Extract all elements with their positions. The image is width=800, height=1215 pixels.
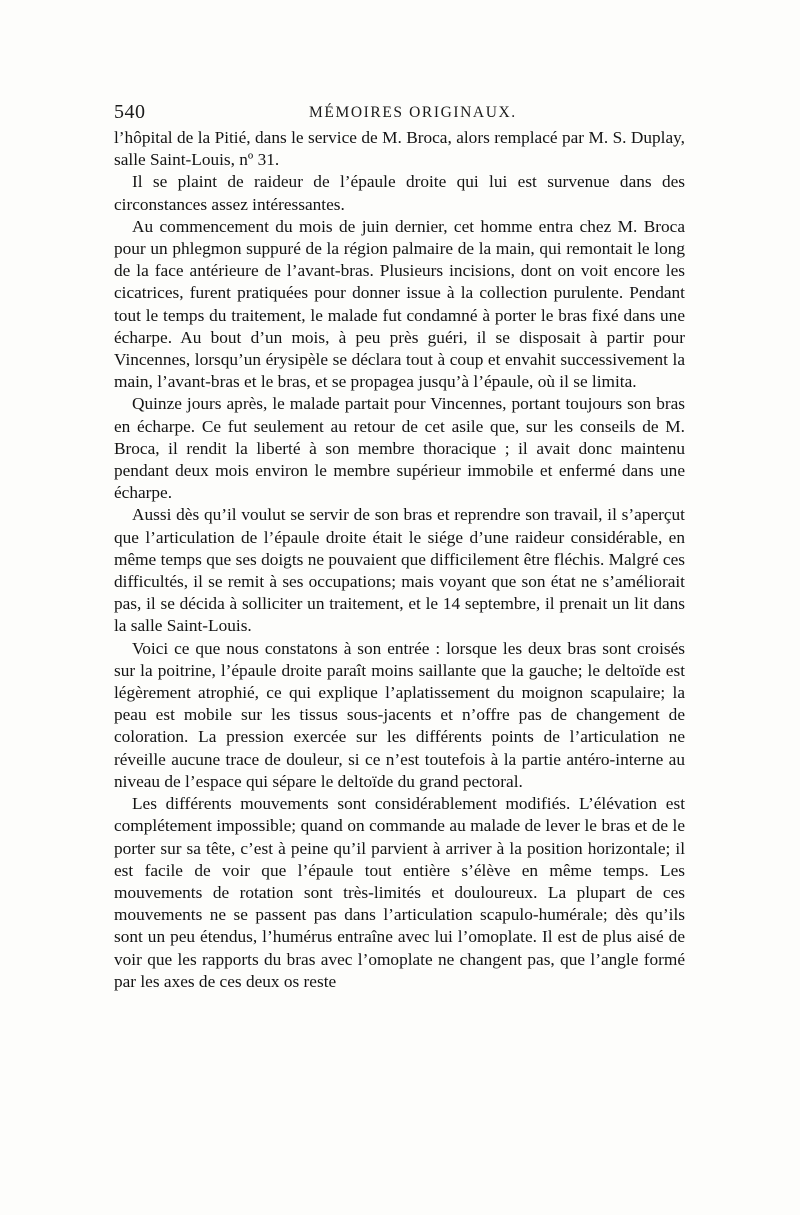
paragraph-movements: Les différents mouvements sont considérablement modifiés. L’élévation est complétement impossible; quand on commande au malade de lever le bras et de le porter sur sa tête, c’est à peine qu’il parvient à arriver à la position horizontale; il est facile de voir que l’épaule tout entière s’élève en même temps. Les mouvements de rotation sont très-limités et douloureux. La plupart de ces mouvements ne se passent pas dans l’articulation scapulo-humérale; dès qu’ils sont un peu étendus, l’humérus entraîne avec lui l’omoplate. Il est de plus aisé de voir que les rapports du bras avec l’omoplate ne changent pas, que l’angle formé par les axes de ces deux os reste [114, 794, 685, 991]
running-title: MÉMOIRES ORIGINAUX. [309, 104, 517, 121]
paragraph-vincennes: Quinze jours après, le malade partait pour Vincennes, portant toujours son bras en écharpe. Ce fut seulement au retour de cet asile que, sur les conseils de M. Broca, il rendit la liberté à son membre thoracique ; il avait donc maintenu pendant deux mois environ le membre supérieur immobile et enfermé dans une écharpe. [114, 394, 685, 503]
body-text [114, 127, 685, 993]
paragraph-history: Au commencement du mois de juin dernier, cet homme entra chez M. Broca pour un phlegmon suppuré de la région palmaire de la main, qui remontait le long de la face antérieure de l’avant-bras. Plusieurs incisions, dont on voit encore les cicatrices, furent pratiquées pour donner issue à la collection purulente. Pendant tout le temps du traitement, le malade fut condamné à porter le bras fixé dans une écharpe. Au bout d’un mois, à peu près guéri, il se disposait à partir pour Vincennes, lorsqu’un érysipèle se déclara tout à coup et envahit successivement la main, l’avant-bras et le bras, et se propagea jusqu’à l’épaule, où il se limita. [114, 216, 685, 392]
paragraph-complaint: Il se plaint de raideur de l’épaule droite qui lui est survenue dans des circonstances assez intéressantes. [114, 172, 685, 214]
paragraph-examination: Voici ce que nous constatons à son entrée : lorsque les deux bras sont croisés sur la poitrine, l’épaule droite paraît moins saillante que la gauche; le deltoïde est légèrement atrophié, ce qui explique l’aplatissement du moignon scapulaire; la peau est mobile sur les tissus sous-jacents et n’offre pas de changement de coloration. La pression exercée sur les différents points de l’articulation ne réveille aucune trace de douleur, si ce n’est toutefois à la partie antéro-interne au niveau de l’espace qui sépare le deltoïde du grand pectoral. [114, 638, 685, 791]
paragraph-continuation: l’hôpital de la Pitié, dans le service de M. Broca, alors remplacé par M. S. Duplay, salle Saint-Louis, nº 31. [114, 128, 685, 170]
page-header [114, 101, 684, 125]
page-number: 540 [114, 101, 146, 123]
paragraph-stiffness: Aussi dès qu’il voulut se servir de son bras et reprendre son travail, il s’aperçut que l’articulation de l’épaule droite était le siége d’une raideur considérable, en même temps que ses doigts ne pouvaient que difficilement être fléchis. Malgré ces difficultés, il se remit à ses occupations; mais voyant que son état ne s’améliorait pas, il se décida à solliciter un traitement, et le 14 septembre, il prenait un lit dans la salle Saint-Louis. [114, 505, 685, 636]
